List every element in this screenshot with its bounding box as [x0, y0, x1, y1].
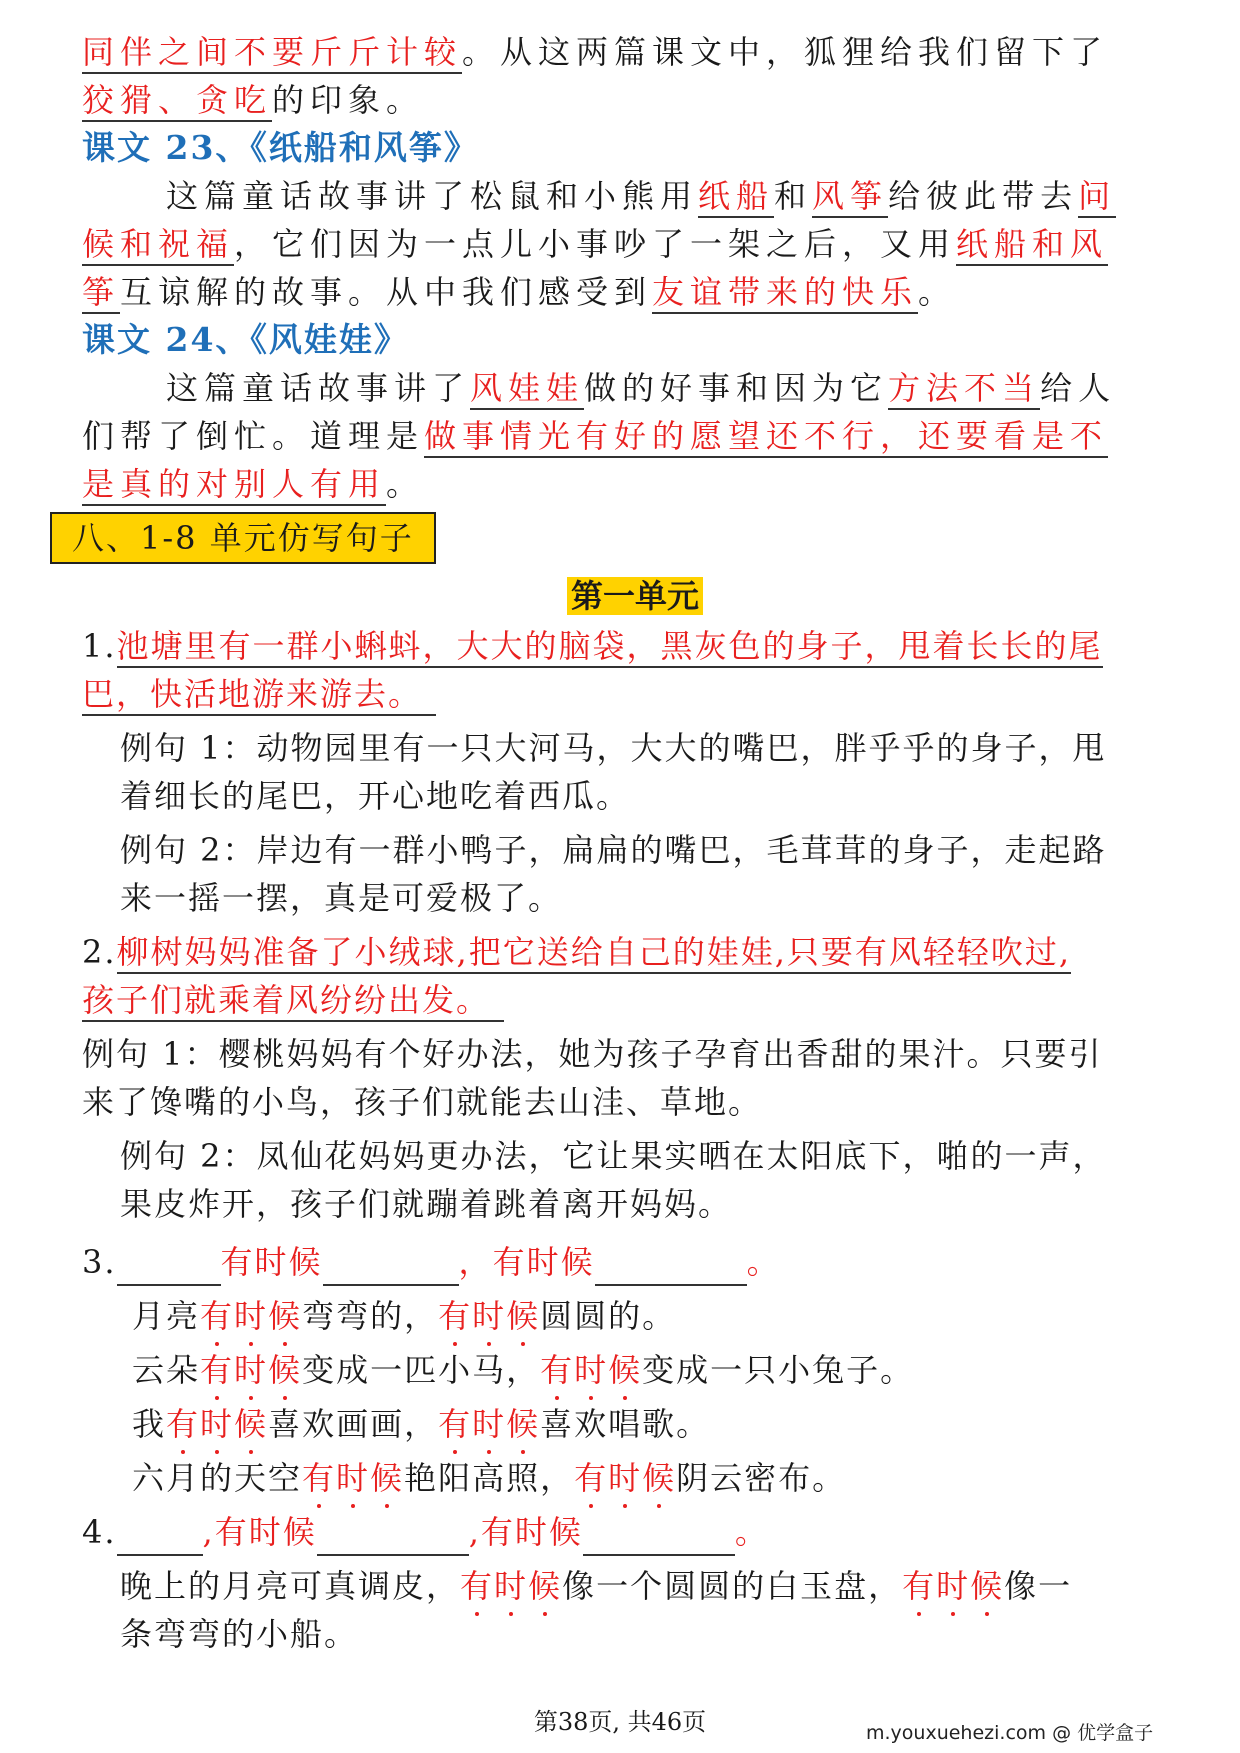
fill-blank [583, 1520, 735, 1556]
dotted-keyword: 有时候 [540, 1351, 642, 1389]
body-text: 这篇童话故事讲了松鼠和小熊用 [166, 177, 699, 215]
example-line: 例句 1：樱桃妈妈有个好办法，她为孩子孕育出香甜的果汁。只要引 [82, 1035, 1103, 1073]
dotted-keyword: 有时候 [902, 1567, 1004, 1605]
body-text: 这篇童话故事讲了 [166, 369, 471, 407]
dotted-keyword: 有时候 [438, 1297, 540, 1335]
dotted-keyword: 有时候 [460, 1567, 562, 1605]
body-text: 和 [774, 177, 813, 215]
text-line [82, 928, 1188, 976]
body-text: 我 [132, 1405, 167, 1443]
lesson-24-title: 课文 24、《风娃娃》 [82, 320, 409, 359]
answer-text: 纸船和风 [956, 225, 1108, 266]
dotted-keyword: 有时候 [166, 1405, 268, 1443]
fill-blank [323, 1250, 459, 1286]
fill-blank [117, 1520, 203, 1556]
body-text: 的印象。 [272, 81, 425, 119]
body-text: 云朵 [132, 1351, 201, 1389]
answer-text: 同伴之间不要斤斤计较 [82, 33, 462, 74]
model-sentence: 池塘里有一群小蝌蚪，大大的脑袋，黑灰色的身子，甩着长长的尾 [117, 627, 1103, 668]
example-line [82, 1454, 1188, 1502]
watermark: m.youxuehezi.com @ 优学盒子 [866, 1722, 1154, 1744]
text-line [82, 460, 1188, 508]
example-line: 来了馋嘴的小鸟，孩子们就能去山洼、草地。 [82, 1083, 763, 1121]
item-number: 1. [82, 627, 117, 665]
dotted-keyword: 有时候 [574, 1459, 676, 1497]
answer-text: 纸船 [698, 177, 774, 218]
text-line [82, 76, 1188, 124]
body-text: 喜欢画画， [268, 1405, 439, 1443]
body-text: 互谅解的故事。从中我们感受到 [120, 273, 653, 311]
body-text: 月亮 [132, 1297, 201, 1335]
item-number: 2. [82, 933, 117, 971]
answer-text: 做事情光有好的愿望还不行，还要看是不 [424, 417, 1108, 458]
body-text: 阴云密布。 [676, 1459, 847, 1497]
text-line [82, 364, 1188, 412]
text-line [82, 172, 1188, 220]
page-number: 第38页, 共46页 [533, 1708, 707, 1736]
section-heading: 八、1-8 单元仿写句子 [50, 512, 436, 564]
body-text: 们帮了倒忙。道理是 [82, 417, 425, 455]
example-line [82, 1562, 1188, 1610]
document-page [72, 28, 1188, 1658]
example-line [82, 1292, 1188, 1340]
body-text: 喜欢唱歌。 [540, 1405, 711, 1443]
body-text: 。从这两篇课文中，狐狸给我们留下了 [462, 33, 1109, 71]
text-line [82, 1238, 1188, 1286]
item-number: 4. [82, 1513, 117, 1551]
example-line [82, 1346, 1188, 1394]
text-line [82, 976, 1188, 1024]
model-sentence: 巴，快活地游来游去。 [82, 675, 436, 716]
lesson-23-title: 课文 23、《纸船和风筝》 [82, 128, 479, 167]
model-sentence: 柳树妈妈准备了小绒球,把它送给自己的娃娃,只要有风轻轻吹过, [117, 933, 1072, 974]
text-line [82, 220, 1188, 268]
body-text: 。 [918, 273, 957, 311]
answer-text: 方法不当 [888, 369, 1040, 410]
item-number: 3. [82, 1243, 117, 1281]
dotted-keyword: 有时候 [200, 1351, 302, 1389]
answer-text: 是真的对别人有用 [82, 465, 386, 506]
unit-label: 第一单元 [567, 577, 703, 615]
example-line: 着细长的尾巴，开心地吃着西瓜。 [120, 777, 631, 815]
body-text: 圆圆的。 [540, 1297, 677, 1335]
keyword: 有时候 [220, 1243, 323, 1281]
body-text: 六月的天空 [132, 1459, 303, 1497]
text-line [82, 28, 1188, 76]
example-line [82, 1400, 1188, 1448]
body-text: ，它们因为一点儿小事吵了一架之后，又用 [234, 225, 957, 263]
example-line: 例句 1：动物园里有一只大河马，大大的嘴巴，胖乎乎的身子，甩 [120, 729, 1107, 767]
body-text: 给人 [1040, 369, 1117, 407]
body-text: 晚上的月亮可真调皮， [120, 1567, 461, 1605]
answer-text: 风筝 [812, 177, 888, 218]
fill-blank [317, 1520, 469, 1556]
example-line: 果皮炸开，孩子们就蹦着跳着离开妈妈。 [120, 1185, 733, 1223]
keyword: ， [458, 1243, 493, 1281]
answer-text: 狡猾、贪吃 [82, 81, 272, 122]
dotted-keyword: 有时候 [302, 1459, 404, 1497]
keyword: 有时候 [492, 1243, 595, 1281]
text-line [82, 622, 1188, 670]
text-line [82, 1508, 1188, 1556]
text-line [82, 670, 1188, 718]
text-line [82, 268, 1188, 316]
fill-blank [117, 1250, 221, 1286]
example-line: 来一摇一摆，真是可爱极了。 [120, 879, 563, 917]
dotted-keyword: 有时候 [200, 1297, 302, 1335]
model-sentence: 孩子们就乘着风纷纷出发。 [82, 981, 504, 1022]
body-text: 。 [386, 465, 425, 503]
example-line: 条弯弯的小船。 [120, 1615, 359, 1653]
body-text: 像一 [1004, 1567, 1073, 1605]
text-line [82, 412, 1188, 460]
body-text: 弯弯的， [302, 1297, 439, 1335]
example-line: 例句 2：凤仙花妈妈更办法，它让果实晒在太阳底下，啪的一声， [120, 1137, 1107, 1175]
keyword: 。 [746, 1243, 781, 1281]
answer-text: 候和祝福 [82, 225, 234, 266]
body-text: 艳阳高照， [404, 1459, 575, 1497]
body-text: 做的好事和因为它 [584, 369, 889, 407]
keyword: ,有时候 [202, 1513, 317, 1551]
body-text: 给彼此带去 [888, 177, 1079, 215]
unit-heading [82, 570, 1188, 622]
fill-blank [595, 1250, 747, 1286]
dotted-keyword: 有时候 [438, 1405, 540, 1443]
keyword: ,有时候 [468, 1513, 583, 1551]
keyword: 。 [734, 1513, 769, 1551]
answer-text: 风娃娃 [470, 369, 584, 410]
answer-text: 问 [1078, 177, 1116, 218]
body-text: 变成一匹小马， [302, 1351, 541, 1389]
answer-text: 友谊带来的快乐 [652, 273, 918, 314]
body-text: 变成一只小兔子。 [642, 1351, 915, 1389]
body-text: 像一个圆圆的白玉盘， [562, 1567, 903, 1605]
answer-text: 筝 [82, 273, 120, 314]
example-line: 例句 2：岸边有一群小鸭子，扁扁的嘴巴，毛茸茸的身子，走起路 [120, 831, 1107, 869]
